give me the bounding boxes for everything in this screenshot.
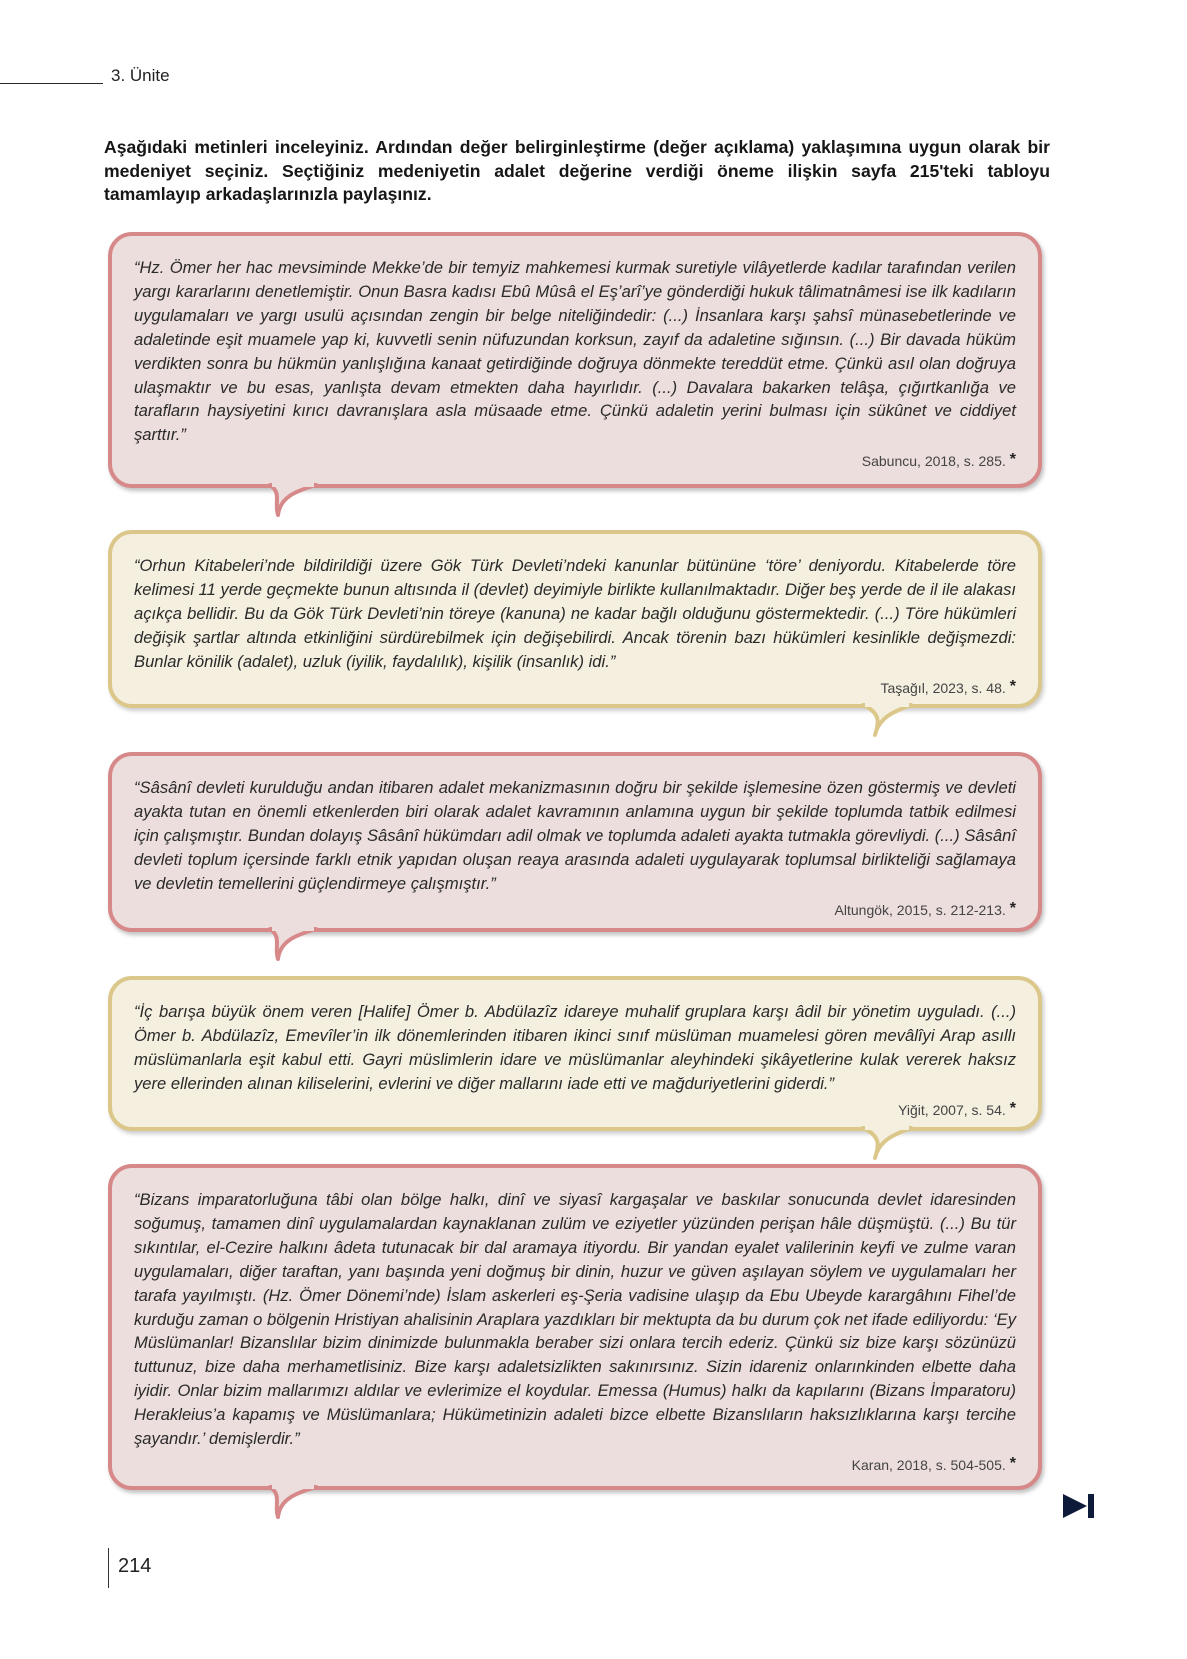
quote-text: “Hz. Ömer her hac mevsiminde Mekke’de bir temyiz mahkemesi kurmak suretiyle vilâyetlerde kadılar tarafından verilen yargı kararlarını denetlemiştir. Onun Basra kadısı Ebû Mûsâ el Eş’arî’ye gönderdiği hukuk tâlimatnâmesi ise ilk kadıların uygulamaları ve yargı usulü açısından zengin bir belge niteliğindedir: (...) İnsanlara karşı şahsî münasebetlerinde ve adaletinde eşit muamele yap ki, kuvvetli senin nüfuzundan korksun, zayıf da adaletine sığınsın. (...) Bir davada hüküm verdikten sonra bu hükmün yanlışlığına kanaat getirdiğinde doğruya dönmekte tereddüt etme. Çünkü asıl olan doğruya ulaşmaktır ve bu esas, yanlışta devam etmekten daha hayırlıdır. (...) Davalara bakarken telâşa, çığırtkanlığa ve tarafların haysiyetini kırıcı davranışlara asla müsaade etme. Çünkü adaletin yerini bulması için sükûnet ve ciddiyet şarttır.” bbox=[134, 258, 1016, 445]
quote-bubble-2 bbox=[108, 530, 1042, 708]
page-number-rule bbox=[108, 1548, 109, 1588]
source-citation: Altungök, 2015, s. 212-213. bbox=[834, 901, 1006, 918]
quote-text: “Orhun Kitabeleri’nde bildirildiği üzere Gök Türk Devleti’ndeki kanunlar bütününe ‘töre’ deniyordu. Kitabelerde töre kelimesi 11 yerde geçmekte bunun altısında il (devlet) deyimiyle birlikte kullanılmaktadır. Diğer beş yerde de il ile alakası açıkça bellidir. Bu da Gök Türk Devleti’nin töreye (kanuna) ne kadar bağlı olduğunu göstermektedir. (...) Töre hükümleri değişik şartlar altında etkinliğini sürdürebilmek için değişebilirdi. Ancak törenin bazı hükümleri kesinlikle değişmezdi: Bunlar könilik (adalet), uzluk (iyilik, faydalılık), kişilik (insanlık) idi.” bbox=[134, 556, 1016, 671]
source-citation: Karan, 2018, s. 504-505. bbox=[851, 1456, 1006, 1473]
quote-source bbox=[134, 678, 1016, 696]
speech-tail-1 bbox=[268, 483, 328, 517]
page-number: 214 bbox=[118, 1555, 152, 1577]
quote-bubble-4 bbox=[108, 976, 1042, 1131]
header-rule bbox=[0, 83, 103, 84]
footnote-mark: * bbox=[1009, 677, 1016, 695]
footnote-mark: * bbox=[1009, 1454, 1016, 1472]
quote-bubble-5 bbox=[108, 1164, 1042, 1490]
instruction-text: Aşağıdaki metinleri inceleyiniz. Ardından değer belirginleştirme (değer açıklama) yaklaşımına uygun olarak bir medeniyet seçiniz. Seçtiğiniz medeniyetin adalet değerine verdiği öneme ilişkin sayfa 215'teki tabloyu tamamlayıp arkadaşlarınızla paylaşınız. bbox=[104, 137, 1050, 204]
footnote-mark: * bbox=[1009, 899, 1016, 917]
quote-source bbox=[134, 1100, 1016, 1118]
quote-source bbox=[134, 451, 1016, 469]
next-page-icon[interactable] bbox=[1063, 1493, 1095, 1519]
source-citation: Taşağıl, 2023, s. 48. bbox=[880, 679, 1006, 696]
quote-source bbox=[134, 900, 1016, 918]
speech-tail-5 bbox=[268, 1485, 328, 1519]
source-citation: Sabuncu, 2018, s. 285. bbox=[861, 453, 1006, 470]
source-citation: Yiğit, 2007, s. 54. bbox=[898, 1101, 1006, 1118]
quote-text: “Sâsânî devleti kurulduğu andan itibaren adalet mekanizmasının doğru bir şekilde işlemesine özen göstermiş ve devleti ayakta tutan en önemli etkenlerden biri olarak adalet kavramının anlamına uygun bir şekilde toplumda tatbik edilmesi için çalışmıştır. Bundan dolayış Sâsânî hükümdarı adil olmak ve toplumda adaleti ayakta tutmakla görevliydi. (...) Sâsânî devleti toplum içersinde farklı etnik yapıdan oluşan reaya arasında adaleti uygulayarak toplumsal birlikteliği sağlamaya ve devletin temellerini güçlendirmeye çalışmıştır.” bbox=[134, 778, 1016, 893]
speech-tail-3 bbox=[268, 927, 328, 961]
speech-tail-2 bbox=[855, 703, 915, 737]
footnote-mark: * bbox=[1009, 451, 1016, 469]
unit-label: 3. Ünite bbox=[111, 66, 170, 85]
quote-source bbox=[134, 1455, 1016, 1473]
quote-text: “Bizans imparatorluğuna tâbi olan bölge halkı, dinî ve siyasî kargaşalar ve baskılar sonucunda devlet idaresinden soğumuş, tamamen dinî uygulamalardan kaynaklanan zulüm ve eziyetler yüzünden perişan hâle düşmüştü. (...) Bu tür sıkıntılar, el-Cezire halkını âdeta tutunacak bir dal aramaya itiyordu. Bir yandan eyalet valilerinin keyfi ve zulme varan uygulamaları, diğer taraftan, yanı başında yeni doğmuş bir dinin, huzur ve güven aşılayan söylem ve uygulamaları her tarafa yayılmıştı. (Hz. Ömer Dönemi’nde) İslam askerleri eş-Şeria vadisine ulaşıp da Ebu Ubeyde karargâhını Fihel’de kurduğu zaman o bölgenin Hristiyan ahalisinin Araplara yazdıkları bir mektupta da bu durum çok net ifade ediliyordu: ‘Ey Müslümanlar! Bizanslılar bizim dinimizde bulunmakla beraber sizi onlara tercih ederiz. Çünkü siz bize karşı sözünüzü tuttunuz, bize daha merhametlisiniz. Bize karşı adaletsizlikten sakınırsınız. Sizin idareniz onlarınkinden elbette daha iyidir. Onlar bizim mallarımızı aldılar ve evlerimize el koydular. Emessa (Humus) halkı da kapılarını (Bizans İmparatoru) Herakleius’a kapamış ve Müslümanlara; Hükümetinizin adaleti bizce elbette Bizanslıların haksızlıklarına karşı tercihe şayandır.’ demişlerdir.” bbox=[134, 1190, 1016, 1449]
quote-bubble-1 bbox=[108, 232, 1042, 488]
quote-text: “İç barışa büyük önem veren [Halife] Ömer b. Abdülazîz idareye muhalif gruplara karşı âdil bir yönetim uyguladı. (...) Ömer b. Abdülazîz, Emevîler’in ilk dönemlerinden itibaren ikinci sınıf müslüman muamelesi gören mevâlîyi Arap asıllı müslümanlarla eşit kabul etti. Gayri müslimlerin idare ve müslümanlar aleyhindeki şikâyetlerine kulak vererek haksız yere ellerinden alınan kiliselerini, evlerini ve diğer mallarını iade etti ve mağduriyetlerini giderdi.” bbox=[134, 1002, 1016, 1093]
footnote-mark: * bbox=[1009, 1099, 1016, 1117]
speech-tail-4 bbox=[855, 1126, 915, 1160]
quote-bubble-3 bbox=[108, 752, 1042, 932]
